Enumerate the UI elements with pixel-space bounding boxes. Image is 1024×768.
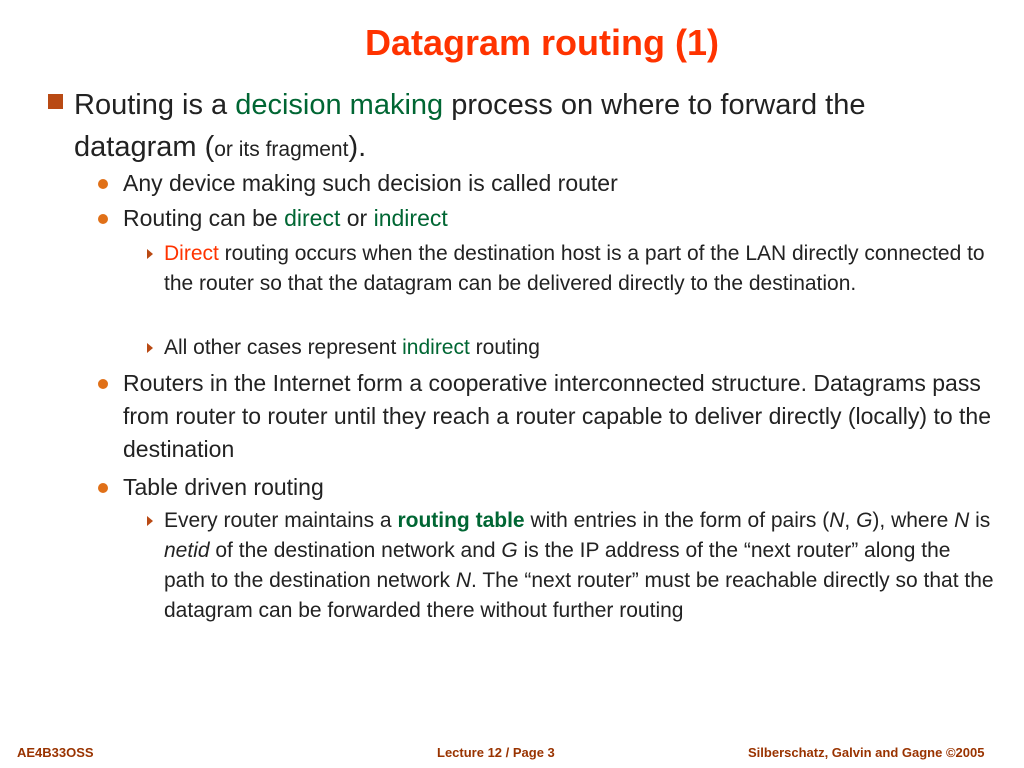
slide-title: Datagram routing (1) — [364, 22, 720, 63]
text: ), where — [872, 509, 955, 532]
text: . The “next router” must be reachable directly so that the datagram can be forwarded there without further routing — [164, 569, 994, 622]
text: routing — [469, 336, 540, 359]
round-bullet-icon — [98, 214, 108, 224]
text: Every router maintains a — [164, 509, 398, 532]
triangle-bullet-icon — [147, 249, 153, 259]
emphasis-routing-table: routing table — [397, 509, 525, 532]
bullet-internet-routers — [123, 367, 993, 466]
italic-g: G — [501, 539, 518, 562]
emphasis-direct: direct — [284, 205, 341, 231]
bullet-direct-indirect — [123, 202, 993, 235]
italic-netid: netid — [164, 539, 210, 562]
round-bullet-icon — [98, 179, 108, 189]
footer-course-code: AE4B33OSS — [17, 745, 94, 760]
text: is the IP address of the “next router” along the path to the destination network — [164, 539, 951, 592]
text: routing occurs when the destination host is a part of the LAN directly connected to the router so that the datagram can be delivered directly to the destination. — [164, 242, 985, 295]
square-bullet-icon — [48, 94, 63, 109]
text: Table driven routing — [123, 474, 324, 500]
text: , — [844, 509, 857, 532]
text: Routing can be — [123, 205, 285, 231]
bullet-indirect-routing — [164, 333, 994, 363]
text-small: or its fragment — [214, 138, 349, 161]
footer-page-number: Lecture 12 / Page 3 — [437, 745, 555, 760]
text: or — [340, 205, 374, 231]
emphasis-direct-red: Direct — [164, 242, 219, 265]
round-bullet-icon — [98, 483, 108, 493]
text: process on where to forward the datagram ( — [74, 89, 866, 163]
italic-g: G — [856, 509, 873, 532]
text: is — [969, 509, 991, 532]
italic-n: N — [954, 509, 970, 532]
triangle-bullet-icon — [147, 516, 153, 526]
text: Any device making such decision is called router — [123, 170, 618, 196]
bullet-routing-decision — [74, 84, 994, 171]
round-bullet-icon — [98, 379, 108, 389]
bullet-routing-table — [164, 506, 994, 626]
text: All other cases represent — [164, 336, 403, 359]
bullet-direct-routing — [164, 239, 994, 299]
text: Routing is a — [74, 89, 236, 121]
text: ). — [348, 131, 367, 163]
italic-n: N — [829, 509, 845, 532]
bullet-router-definition — [123, 167, 993, 200]
emphasis-decision-making: decision making — [235, 89, 444, 121]
text: with entries in the form of pairs ( — [524, 509, 830, 532]
text: of the destination network and — [209, 539, 502, 562]
bullet-table-driven — [123, 471, 993, 504]
emphasis-indirect: indirect — [373, 205, 448, 231]
text: Routers in the Internet form a cooperative interconnected structure. Datagrams pass from router to router until they reach a router capable to deliver directly (locally) to the destination — [123, 370, 992, 462]
italic-n: N — [455, 569, 472, 592]
footer-copyright: Silberschatz, Galvin and Gagne ©2005 — [748, 745, 985, 760]
triangle-bullet-icon — [147, 343, 153, 353]
emphasis-indirect: indirect — [402, 336, 470, 359]
